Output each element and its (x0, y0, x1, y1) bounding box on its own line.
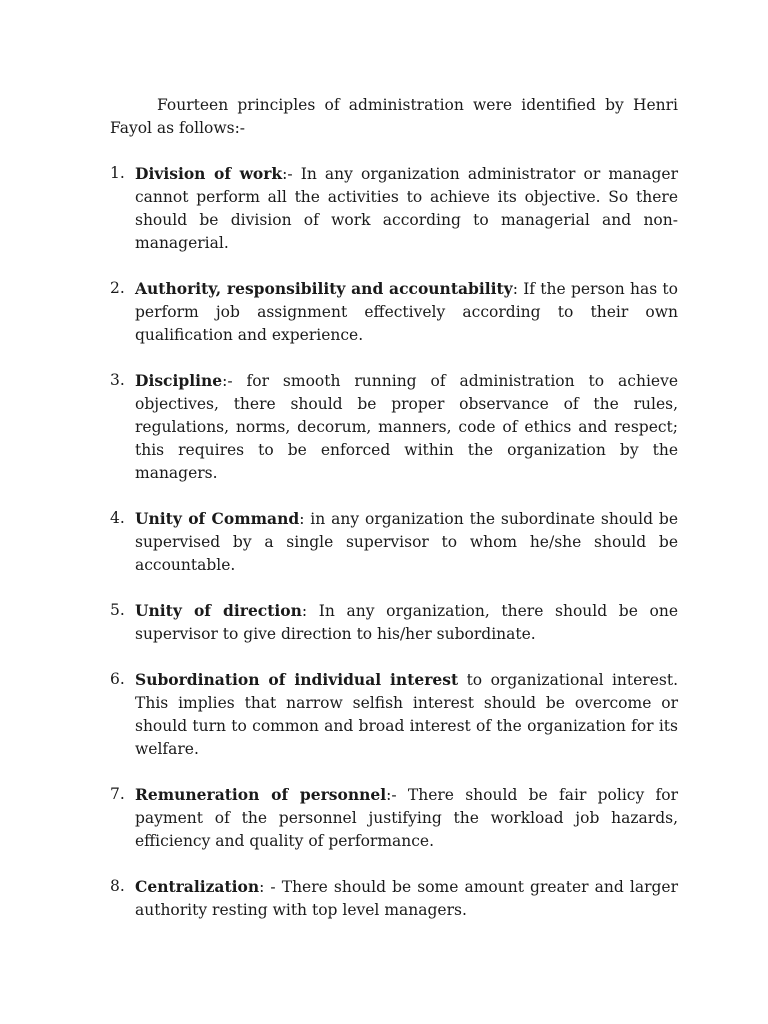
list-item (110, 875, 678, 922)
item-term: Remuneration of personnel (135, 785, 387, 804)
item-term: Subordination of individual interest (135, 670, 459, 689)
document-body (110, 94, 678, 944)
item-number: 5. (110, 601, 125, 619)
item-number: 8. (110, 877, 125, 895)
item-text: :- There should be fair policy for payment of the personnel justifying the workload job hazards, efficiency and quality of performance. (135, 786, 678, 850)
list-item (110, 277, 678, 347)
item-number: 1. (110, 164, 125, 182)
item-number: 3. (110, 371, 125, 389)
item-number: 7. (110, 785, 125, 803)
list-item (110, 162, 678, 255)
item-term: Unity of Command (135, 509, 300, 528)
item-text: : - There should be some amount greater and larger authority resting with top level managers. (135, 878, 678, 919)
list-item (110, 668, 678, 761)
intro-paragraph: Fourteen principles of administration were identified by Henri Fayol as follows:- (110, 96, 678, 137)
list-item (110, 783, 678, 853)
item-text: : If the person has to perform job assignment effectively according to their own qualification and experience. (135, 280, 678, 344)
item-number: 4. (110, 509, 125, 527)
item-text: to organizational interest. This implies that narrow selfish interest should be overcome or should turn to common and broad interest of the organization for its welfare. (135, 671, 678, 758)
item-term: Division of work (135, 164, 283, 183)
list-item (110, 599, 678, 646)
item-term: Authority, responsibility and accountability (135, 279, 513, 298)
item-text: : In any organization, there should be one supervisor to give direction to his/her subordinate. (135, 602, 678, 643)
item-number: 2. (110, 279, 125, 297)
item-text: :- In any organization administrator or manager cannot perform all the activities to achieve its objective. So there should be division of work according to managerial and non-managerial. (135, 165, 678, 252)
item-term: Centralization (135, 877, 260, 896)
item-term: Unity of direction (135, 601, 302, 620)
item-text: : in any organization the subordinate should be supervised by a single supervisor to whom he/she should be accountable. (135, 510, 678, 574)
item-term: Discipline (135, 371, 223, 390)
list-item (110, 369, 678, 485)
principles-list (110, 162, 678, 922)
item-number: 6. (110, 670, 125, 688)
list-item (110, 507, 678, 577)
item-text: :- for smooth running of administration to achieve objectives, there should be proper observance of the rules, regulations, norms, decorum, manners, code of ethics and respect; this requires to be enforced within the organization by the managers. (135, 372, 678, 482)
